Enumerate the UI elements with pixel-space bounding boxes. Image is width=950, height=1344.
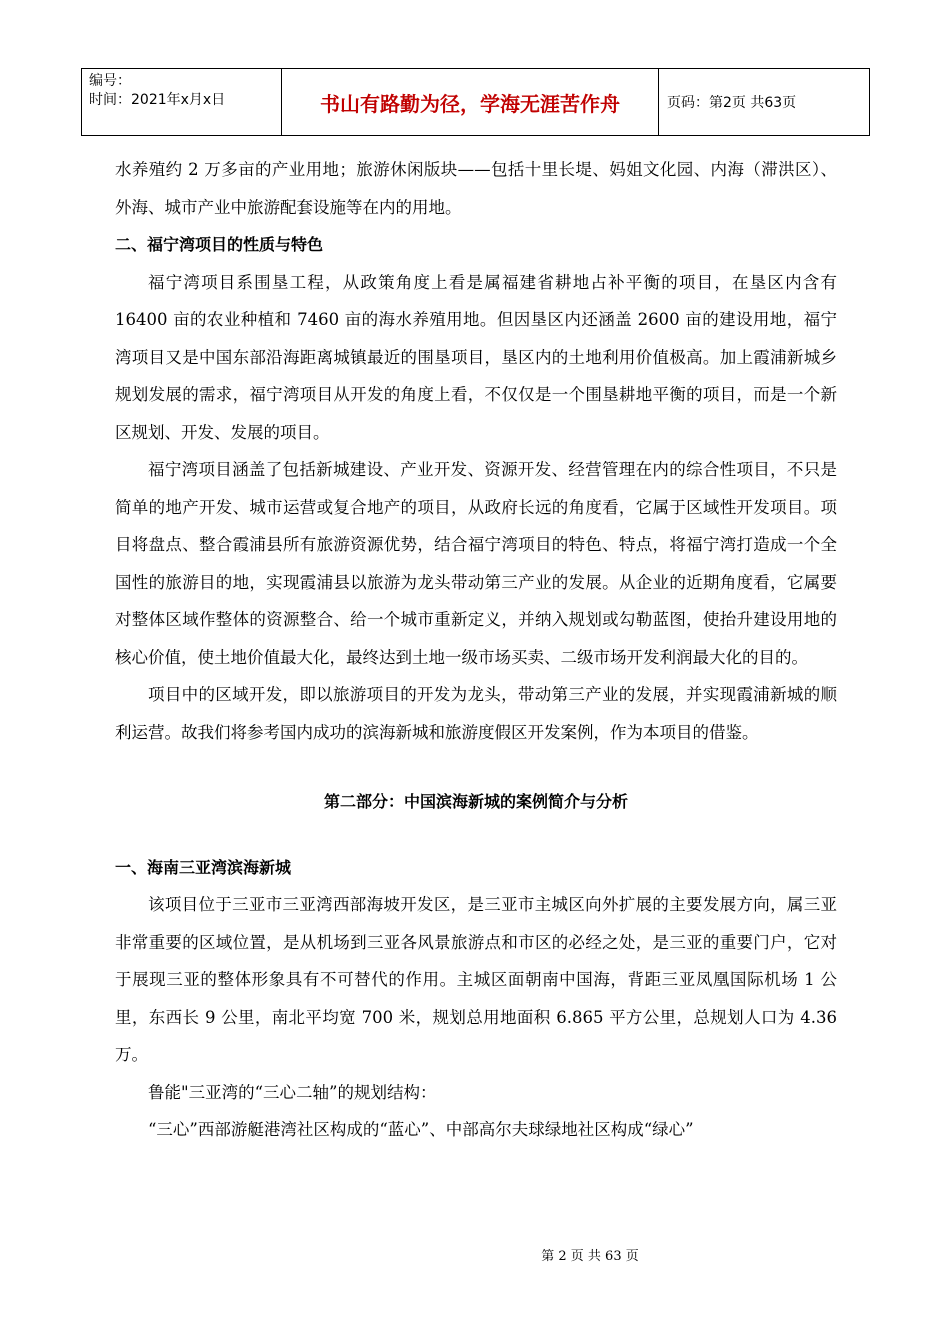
paragraph: 项目中的区域开发，即以旅游项目的开发为龙头，带动第三产业的发展，并实现霞浦新城的顺利运营。故我们将参考国内成功的滨海新城和旅游度假区开发案例，作为本项目的借鉴。 (115, 685, 837, 742)
paragraph: 福宁湾项目涵盖了包括新城建设、产业开发、资源开发、经营管理在内的综合性项目，不只是简单的地产开发、城市运营或复合地产的项目，从政府长远的角度看，它属于区域性开发项目。项目将盘点、整合霞浦县所有旅游资源优势，结合福宁湾项目的特色、特点，将福宁湾打造成一个全国性的旅游目的地，实现霞浦县以旅游为龙头带动第三产业的发展。从企业的近期角度看，它属要对整体区域作整体的资源整合、给一个城市重新定义，并纳入规划或勾勒蓝图，使抬升建设用地的核心价值，使土地价值最大化，最终达到土地一级市场买卖、二级市场开发利润最大化的目的。 (115, 460, 837, 667)
section-heading: 一、海南三亚湾滨海新城 (115, 857, 292, 877)
header-meta (82, 69, 282, 135)
header-page-info: 页码：第2页 共63页 (667, 95, 797, 111)
document-time-label: 时间：2021年x月x日 (89, 92, 226, 108)
page-footer: 第 2 页 共 63 页 (541, 1249, 639, 1264)
paragraph: 水养殖约 2 万多亩的产业用地；旅游休闲版块——包括十里长堤、妈姐文化园、内海（滞洪区）、外海、城市产业中旅游配套设施等在内的用地。 (115, 160, 837, 217)
header-motto: 书山有路勤为径，学海无涯苦作舟 (282, 69, 659, 135)
spacer (115, 821, 837, 849)
page-header (81, 68, 870, 136)
paragraph: 该项目位于三亚市三亚湾西部海坡开发区，是三亚市主城区向外扩展的主要发展方向，属三亚非常重要的区域位置，是从机场到三亚各风景旅游点和市区的必经之处，是三亚的重要门户，它对于展现三亚的整体形象具有不可替代的作用。主城区面朝南中国海，背距三亚凤凰国际机场 1 公里，东西长 9 公里，南北平均宽 700 米，规划总用地面积 6.865 平方公里，总规划人口为 4.36 万。 (115, 895, 837, 1064)
paragraph: 鲁能"三亚湾的“三心二轴”的规划结构： (148, 1082, 437, 1102)
paragraph: “三心”西部游艇港湾社区构成的“蓝心”、中部高尔夫球绿地社区构成“绿心” (148, 1120, 694, 1139)
spacer (115, 751, 837, 783)
paragraph: 福宁湾项目系围垦工程，从政策角度上看是属福建省耕地占补平衡的项目，在垦区内含有 16400 亩的农业种植和 7460 亩的海水养殖用地。但因垦区内还涵盖 2600 亩的建设用地，福宁湾项目又是中国东部沿海距离城镇最近的围垦项目，垦区内的土地利用价值极高。加上霞浦新城乡规划发展的需求，福宁湾项目从开发的角度上看，不仅仅是一个围垦耕地平衡的项目，而是一个新区规划、开发、发展的项目。 (115, 272, 837, 442)
document-number-label: 编号： (89, 73, 131, 89)
section-heading: 二、福宁湾项目的性质与特色 (115, 235, 324, 254)
part-title: 第二部分：中国滨海新城的案例简介与分析 (323, 792, 628, 811)
document-body (115, 151, 837, 1149)
